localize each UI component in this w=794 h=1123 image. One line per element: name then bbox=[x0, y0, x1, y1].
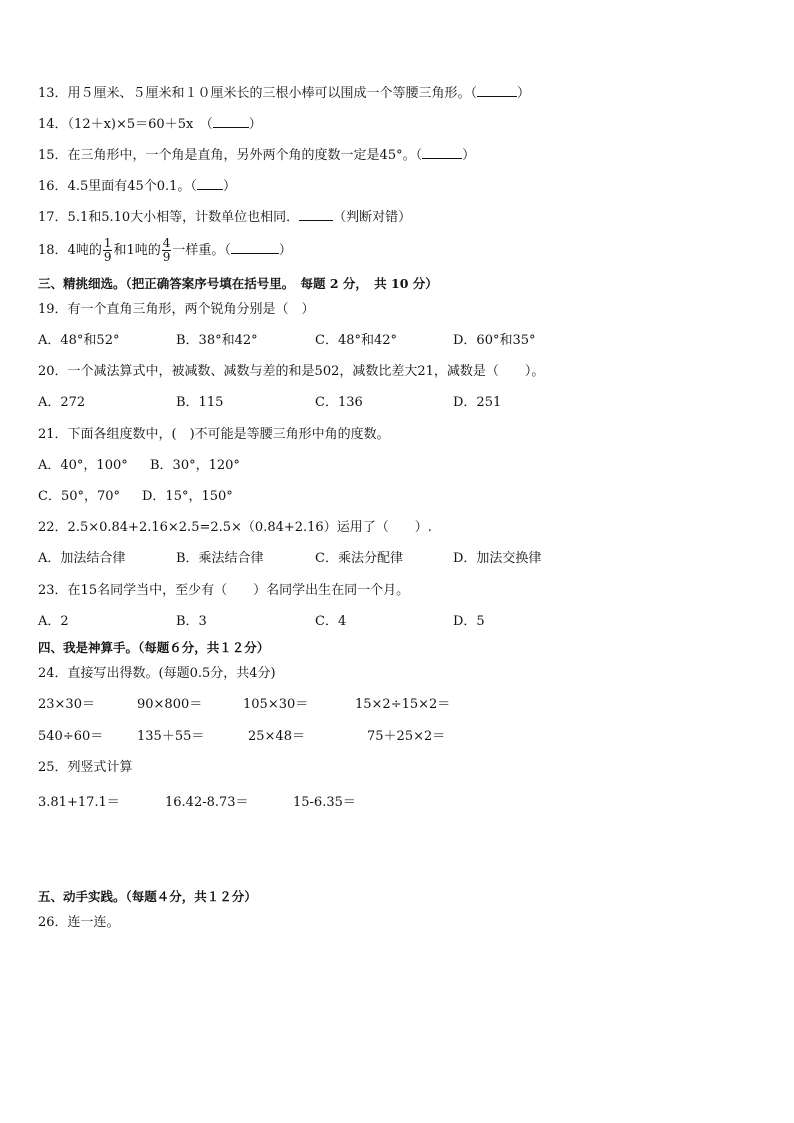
option-c[interactable]: C．50°，70° bbox=[38, 489, 121, 504]
question-17: 17．5.1和5.10大小相等，计数单位也相同． （判断对错） bbox=[38, 210, 412, 225]
calc-item: 540÷60＝ bbox=[38, 729, 104, 744]
option-c[interactable]: C．4 bbox=[315, 614, 347, 629]
calc-item: 90×800＝ bbox=[137, 697, 203, 712]
option-d[interactable]: D．加法交换律 bbox=[453, 551, 542, 566]
section-5-heading: 五、动手实践。（每题４分，共１２分） bbox=[38, 889, 257, 904]
option-c[interactable]: C．48°和42° bbox=[315, 333, 398, 348]
fraction-four-ninths: $\frac{4}{9}$ bbox=[162, 236, 171, 264]
option-b[interactable]: B．乘法结合律 bbox=[176, 551, 264, 566]
option-d[interactable]: D．15°，150° bbox=[142, 489, 233, 504]
option-a[interactable]: A．272 bbox=[38, 395, 86, 410]
answer-blank[interactable] bbox=[231, 241, 279, 254]
option-c[interactable]: C．136 bbox=[315, 395, 363, 410]
question-15: 15．在三角形中，一个角是直角，另外两个角的度数一定是45°。（ ） bbox=[38, 148, 476, 163]
calc-item: 135＋55＝ bbox=[137, 729, 205, 744]
question-25: 25．列竖式计算 bbox=[38, 760, 133, 775]
calc-item: 16.42-8.73＝ bbox=[165, 795, 249, 810]
question-24: 24．直接写出得数。(每题0.5分，共4分) bbox=[38, 666, 276, 681]
option-a[interactable]: A．40°，100° bbox=[38, 458, 128, 473]
calc-item: 3.81+17.1＝ bbox=[38, 795, 120, 810]
question-13: 13．用５厘米、５厘米和１０厘米长的三根小棒可以围成一个等腰三角形。（ ） bbox=[38, 86, 531, 101]
calc-item: 105×30＝ bbox=[243, 697, 309, 712]
calc-item: 15-6.35＝ bbox=[293, 795, 356, 810]
question-20: 20．一个减法算式中，被减数、减数与差的和是502，减数比差大21，减数是（ ）。 bbox=[38, 364, 545, 379]
option-a[interactable]: A．加法结合律 bbox=[38, 551, 126, 566]
option-a[interactable]: A．2 bbox=[38, 614, 69, 629]
answer-blank[interactable] bbox=[197, 177, 223, 190]
section-4-heading: 四、我是神算手。（每题６分，共１２分） bbox=[38, 640, 270, 655]
calc-item: 25×48＝ bbox=[248, 729, 305, 744]
question-21: 21．下面各组度数中，( )不可能是等腰三角形中角的度数。 bbox=[38, 427, 390, 442]
answer-blank[interactable] bbox=[477, 84, 517, 97]
answer-blank[interactable] bbox=[422, 146, 462, 159]
section-3-heading: 三、精挑细选。（把正确答案序号填在括号里。 每题 2 分， 共 10 分） bbox=[38, 276, 438, 291]
question-26: 26．连一连。 bbox=[38, 915, 120, 930]
fraction-one-ninth: $\frac{1}{9}$ bbox=[103, 236, 112, 264]
answer-blank[interactable] bbox=[299, 208, 333, 221]
option-b[interactable]: B．3 bbox=[176, 614, 207, 629]
answer-blank[interactable] bbox=[213, 115, 249, 128]
question-18: 18．4吨的 $\frac{1}{9}$ 和1吨的 $\frac{4}{9}$ 一样重。（ ） bbox=[38, 236, 292, 264]
option-d[interactable]: D．5 bbox=[453, 614, 485, 629]
calc-item: 75＋25×2＝ bbox=[367, 729, 446, 744]
option-c[interactable]: C．乘法分配律 bbox=[315, 551, 403, 566]
option-b[interactable]: B．38°和42° bbox=[176, 333, 258, 348]
question-14: 14．（12＋x)×5＝60＋5x （ ） bbox=[38, 117, 262, 132]
option-d[interactable]: D．251 bbox=[453, 395, 502, 410]
question-16: 16．4.5里面有45个0.1。（ ） bbox=[38, 179, 236, 194]
option-d[interactable]: D．60°和35° bbox=[453, 333, 536, 348]
question-22: 22．2.5×0.84+2.16×2.5=2.5×（0.84+2.16）运用了（ ）. bbox=[38, 520, 432, 535]
calc-item: 23×30＝ bbox=[38, 697, 95, 712]
option-a[interactable]: A．48°和52° bbox=[38, 333, 120, 348]
question-23: 23．在15名同学当中，至少有（ ）名同学出生在同一个月。 bbox=[38, 583, 410, 598]
question-19: 19．有一个直角三角形，两个锐角分别是（ ） bbox=[38, 302, 315, 317]
option-b[interactable]: B．115 bbox=[176, 395, 224, 410]
option-b[interactable]: B．30°，120° bbox=[150, 458, 240, 473]
calc-item: 15×2÷15×2＝ bbox=[355, 697, 451, 712]
